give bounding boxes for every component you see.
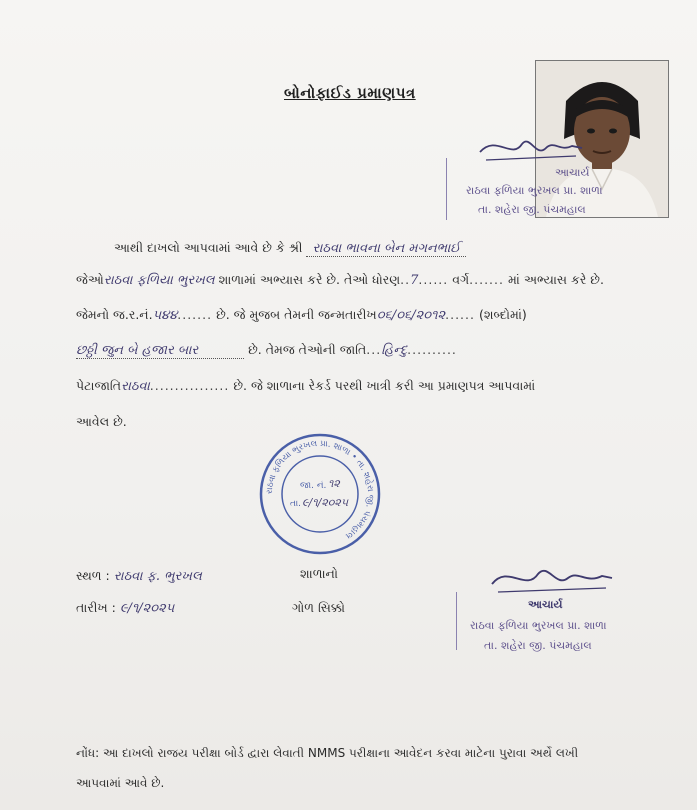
student-name: રાઠવા ભાવના બેન મગનભાઈ xyxy=(306,241,466,257)
para-line-3: જેમનો જ.ર.નં.૫૪૪....... છે. જે મુજબ તેમની જન્મતારીખ૦૬/૦૬/૨૦૧૨...... (શબ્દોમાં) xyxy=(76,307,527,323)
para-line-2: જેઓરાઠવા ફળિયા ભુરખલ શાળામાં અભ્યાસ કરે છે. તેઓ ધોરણ..7...... વર્ગ....... માં અભ્યાસ કરે છે. xyxy=(76,272,604,288)
gr-number: ૫૪૪ xyxy=(152,308,178,323)
seal-number-value: ૧૨ xyxy=(328,477,340,490)
place-row: સ્થળ : રાઠવા ફ. ભુરખલ xyxy=(76,568,202,584)
para-line-1: આથી દાખલો આપવામાં આવે છે કે શ્રી રાઠવા ભાવના બેન મગનભાઈ xyxy=(114,240,466,256)
place-value: રાઠવા ફ. ભુરખલ xyxy=(113,569,202,584)
school-name-hw: રાઠવા ફળિયા ભુરખલ xyxy=(103,273,215,288)
seal-ring-text: રાઠવા ફળિયા ભુરખલ પ્રા. શાળા • તા. શહેરા જી. પંચમહાલ xyxy=(264,438,376,541)
birth-date-words: છઠ્ઠી જુન બે હજાર બાર xyxy=(76,343,244,359)
seal-caption-1: શાળાનો xyxy=(300,566,338,581)
para-line-5: પેટાજાતિરાઠવા................ છે. જે શાળાના રેકર્ડ પરથી ખાત્રી કરી આ પ્રમાણપત્ર આપવામાં xyxy=(76,378,536,394)
school-round-seal xyxy=(258,432,382,556)
footer-note-line-2: આપવામાં આવે છે. xyxy=(76,776,165,790)
para-line-4: છઠ્ઠી જુન બે હજાર બાર છે. તેમજ તેઓની જાતિ...હિન્દુ.......... xyxy=(76,342,457,358)
seal-date-value: ૯/૧/૨૦૨૫ xyxy=(302,496,349,509)
para-line-6: આવેલ છે. xyxy=(76,414,127,429)
date-value: ૯/૧/૨૦૨૫ xyxy=(119,601,175,616)
principal-signature-top xyxy=(476,130,586,170)
subcaste-value: રાઠવા xyxy=(121,379,150,394)
principal-address: તા. શહેરા જી. પંચમહાલ xyxy=(484,639,592,652)
principal-signature xyxy=(486,558,616,602)
footer-note xyxy=(76,738,656,798)
birth-date: ૦૬/૦૬/૨૦૧૨ xyxy=(376,308,446,323)
principal-label: આચાર્ય xyxy=(528,598,563,611)
principal-school: રાઠવા ફળિયા ભુરખલ પ્રા. શાળા xyxy=(470,619,607,632)
stamp-bracket xyxy=(446,158,452,220)
photo-stamp-address: તા. શહેરા જી. પંચમહાલ xyxy=(478,203,586,216)
photo-stamp-label: આચાર્ય xyxy=(555,166,590,179)
photo-stamp-school: રાઠવા ફળિયા ભુરખલ પ્રા. શાળા xyxy=(466,184,603,197)
footer-note-line-1: નોંધ: આ દાખલો રાજય પરીક્ષા બોર્ડ દ્વારા લેવાતી NMMS પરીક્ષાના આવેદન કરવા માટેના પુરાવા અર્થે લખી xyxy=(76,746,579,760)
certificate-title: બોનોફાઈડ પ્રમાણપત્ર xyxy=(284,84,416,102)
seal-caption-2: ગોળ સિક્કો xyxy=(292,600,346,615)
principal-stamp-bracket xyxy=(456,592,461,650)
standard-value: 7 xyxy=(410,273,419,288)
seal-date-label: તા. xyxy=(290,499,302,509)
date-row: તારીખ : ૯/૧/૨૦૨૫ xyxy=(76,600,175,616)
caste-value: હિન્દુ xyxy=(381,343,408,358)
seal-number-label: જા. નં. xyxy=(300,481,327,491)
